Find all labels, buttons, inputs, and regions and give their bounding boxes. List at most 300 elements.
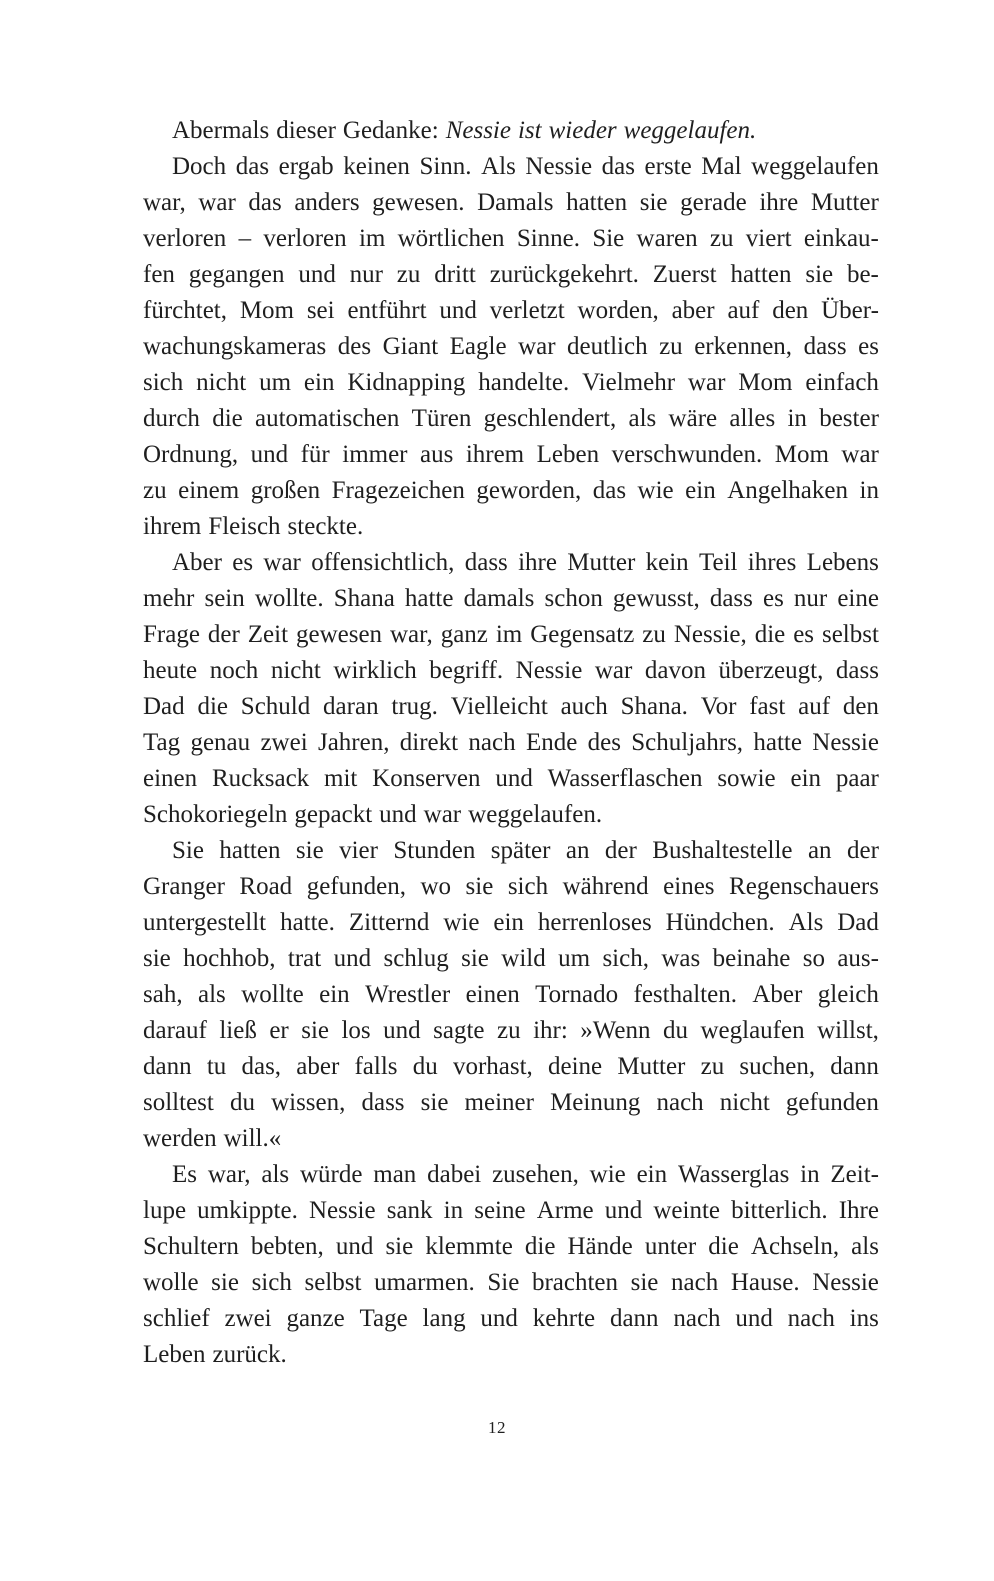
text-line	[143, 329, 879, 365]
text-line	[143, 1265, 879, 1301]
word: Sinn.	[419, 153, 472, 180]
word: Dad	[837, 909, 879, 936]
word: Meinung	[550, 1089, 641, 1116]
word: war	[518, 333, 556, 360]
word: paar	[835, 765, 879, 792]
word: Granger	[143, 873, 225, 900]
word: herrenloses	[537, 909, 652, 936]
word: gleich	[817, 981, 879, 1008]
word: Tornado	[535, 981, 619, 1008]
word: es	[232, 549, 254, 576]
word: trug.	[391, 693, 438, 720]
word: ließ	[219, 1017, 257, 1044]
word: Shana.	[620, 693, 688, 720]
word: einem	[178, 477, 240, 504]
word: wirklich	[333, 657, 417, 684]
word: sich	[143, 369, 184, 396]
text-line	[143, 1301, 879, 1337]
word: und	[250, 441, 289, 468]
word: Zuerst	[652, 261, 717, 288]
word: Stunden	[393, 837, 476, 864]
word: Wasserflaschen	[547, 765, 703, 792]
word: sich	[507, 873, 549, 900]
word: dabei	[427, 1161, 482, 1188]
word: die	[708, 1233, 739, 1260]
word: Zitternd	[348, 909, 430, 936]
word: ein	[319, 981, 350, 1008]
word: als	[198, 981, 226, 1008]
word: heute	[143, 657, 198, 684]
word: festhalten.	[633, 981, 737, 1008]
word: ihres	[747, 549, 797, 576]
word: gefunden	[785, 1089, 879, 1116]
word: war,	[207, 1161, 251, 1188]
word: in	[787, 405, 807, 432]
word: eine	[837, 585, 879, 612]
word: an	[807, 837, 832, 864]
word: Ende	[525, 729, 578, 756]
word: seine	[474, 1197, 526, 1224]
word: Fleisch	[208, 513, 281, 540]
word: das	[601, 153, 635, 180]
word: du	[229, 1089, 255, 1116]
word: ein	[303, 369, 335, 396]
word: Doch	[172, 153, 227, 180]
word: um	[259, 369, 292, 396]
word: würde	[299, 1161, 363, 1188]
word: nicht	[270, 657, 321, 684]
word: war,	[390, 621, 433, 648]
word: suchen,	[739, 1053, 816, 1080]
word: wolle	[143, 1269, 199, 1296]
word: du	[662, 1017, 688, 1044]
word: als	[628, 405, 657, 432]
word: automatischen	[255, 405, 400, 432]
word: Mutter	[810, 189, 879, 216]
word: wachungskameras	[143, 333, 327, 360]
word: und	[379, 801, 417, 828]
word: Über-	[821, 297, 879, 324]
word: ganze	[286, 1305, 345, 1332]
word: Nessie	[812, 1269, 879, 1296]
word: Gedanke:	[342, 117, 439, 144]
word: Mom	[239, 297, 294, 324]
word: ein	[636, 1161, 668, 1188]
text-line	[143, 1157, 879, 1193]
word: nicht	[719, 1089, 770, 1116]
word: ihre	[759, 189, 799, 216]
word: Hause.	[730, 1269, 800, 1296]
word: steckte.	[287, 513, 364, 540]
word: einkau-	[803, 225, 879, 252]
body-text	[143, 113, 879, 1373]
word: umarmen.	[374, 1269, 475, 1296]
word: wörtlichen	[397, 225, 505, 252]
word: Zeit-	[830, 1161, 879, 1188]
word: wissen,	[271, 1089, 346, 1116]
word: Vor	[700, 693, 737, 720]
word: und	[495, 765, 533, 792]
text-line	[143, 1337, 879, 1373]
word: be-	[846, 261, 879, 288]
word: der	[207, 621, 240, 648]
word: sagte	[433, 1017, 485, 1044]
word: die	[197, 693, 228, 720]
word: dieser	[276, 117, 336, 144]
word: handelte.	[478, 369, 570, 396]
word: damals	[463, 585, 535, 612]
word: verloren	[143, 225, 227, 252]
word: war	[263, 549, 301, 576]
word: zu	[143, 477, 167, 504]
text-line	[143, 257, 879, 293]
word: ihre	[518, 549, 557, 576]
word: sie	[385, 1233, 414, 1260]
word: Hündchen.	[665, 909, 775, 936]
word: ihrem	[143, 513, 202, 540]
word: im	[495, 621, 523, 648]
word: und	[333, 945, 372, 972]
word: kein	[645, 549, 689, 576]
word: zwei	[260, 729, 308, 756]
word: dass	[464, 549, 508, 576]
word: nach	[787, 1305, 835, 1332]
word: dann	[830, 1053, 879, 1080]
word: dann	[609, 1305, 659, 1332]
word: es	[793, 621, 815, 648]
word: und	[335, 1233, 374, 1260]
word: zusehen,	[492, 1161, 579, 1188]
word: Aber	[752, 981, 803, 1008]
word: das,	[241, 1053, 282, 1080]
word: eines	[663, 873, 715, 900]
word: sich,	[602, 945, 649, 972]
text-line	[143, 797, 879, 833]
text-line	[143, 1085, 879, 1121]
word: aus	[420, 441, 454, 468]
word: wild	[501, 945, 546, 972]
word: Hände	[567, 1233, 633, 1260]
word: nach	[671, 1269, 719, 1296]
emphasized-word: ist	[517, 117, 542, 144]
word: zu	[642, 621, 666, 648]
word: Lebens	[806, 549, 879, 576]
word: Sie	[487, 1269, 520, 1296]
word: davon	[644, 657, 706, 684]
word: sank	[386, 1197, 433, 1224]
word: die	[754, 621, 786, 648]
word: fürchtet,	[143, 297, 227, 324]
word: sie	[465, 873, 494, 900]
word: Arme	[536, 1197, 594, 1224]
word: weglaufen	[700, 1017, 805, 1044]
word: auf	[727, 297, 760, 324]
word: schlief	[143, 1305, 210, 1332]
word: Als	[788, 909, 824, 936]
word: Angelhaken	[727, 477, 848, 504]
word: Regenschauers	[729, 873, 879, 900]
word: gegangen	[188, 261, 285, 288]
text-line	[143, 941, 879, 977]
word: sie	[461, 945, 489, 972]
word: Sinne.	[516, 225, 581, 252]
text-line	[143, 833, 879, 869]
word: Tage	[359, 1305, 408, 1332]
word: war,	[143, 189, 186, 216]
word: einen	[465, 981, 520, 1008]
text-line	[143, 545, 879, 581]
word: gewesen	[295, 621, 383, 648]
word: und	[604, 1197, 643, 1224]
word: Aber	[172, 549, 222, 576]
word: ins	[849, 1305, 879, 1332]
word: dass	[361, 1089, 405, 1116]
word: wie	[589, 1161, 626, 1188]
word: offensichtlich,	[311, 549, 455, 576]
word: mit	[324, 765, 358, 792]
word: ganz	[440, 621, 488, 648]
word: beinahe	[712, 945, 791, 972]
word: als	[261, 1161, 290, 1188]
word: selbst	[304, 1269, 362, 1296]
word: Als	[481, 153, 516, 180]
word: sein	[204, 585, 245, 612]
word: mehr	[143, 585, 195, 612]
word: Mutter	[617, 1053, 686, 1080]
word: gerade	[680, 189, 747, 216]
word: einfach	[805, 369, 879, 396]
word: den	[842, 693, 879, 720]
word: falls	[354, 1053, 398, 1080]
word: sie	[639, 189, 668, 216]
text-line	[143, 905, 879, 941]
word: genau	[190, 729, 251, 756]
word: dass	[835, 657, 879, 684]
word: solltest	[143, 1089, 214, 1116]
word: war	[841, 441, 879, 468]
word: –	[238, 225, 252, 252]
word: sich	[251, 1269, 292, 1296]
word: sie	[805, 261, 834, 288]
word: Wrestler	[365, 981, 451, 1008]
word: gefunden,	[306, 873, 406, 900]
word: gewusst,	[612, 585, 700, 612]
word: worden,	[577, 297, 659, 324]
word: bitterlich.	[731, 1197, 828, 1224]
text-line	[143, 113, 879, 149]
word: ein	[790, 765, 822, 792]
word: umkippte.	[197, 1197, 298, 1224]
word: waren	[636, 225, 698, 252]
text-line	[143, 293, 879, 329]
word: viert	[745, 225, 792, 252]
word: nur	[349, 261, 383, 288]
text-line	[143, 473, 879, 509]
word: trat	[287, 945, 322, 972]
word: die	[524, 1233, 556, 1260]
word: das	[592, 477, 627, 504]
word: war	[594, 657, 633, 684]
text-line	[143, 977, 879, 1013]
word: dass	[709, 585, 753, 612]
word: weggelaufen.	[468, 801, 603, 828]
word: in	[800, 1161, 820, 1188]
word: es	[762, 585, 784, 612]
word: als	[851, 1233, 879, 1260]
word: und	[298, 261, 336, 288]
word: auch	[560, 693, 608, 720]
word: »Wenn	[580, 1017, 651, 1044]
word: begriff.	[429, 657, 504, 684]
word: Rucksack	[211, 765, 310, 792]
word: unter	[644, 1233, 697, 1260]
word: nach	[656, 1089, 704, 1116]
word: während	[562, 873, 649, 900]
word: lupe	[143, 1197, 187, 1224]
word: in	[859, 477, 879, 504]
word: Vielmehr	[582, 369, 676, 396]
word: zu	[709, 225, 734, 252]
word: Kidnapping	[347, 369, 466, 396]
word: zwei	[224, 1305, 272, 1332]
word: Tag	[143, 729, 181, 756]
word: hatte	[753, 729, 802, 756]
word: ihrem	[465, 441, 525, 468]
word: bebten,	[250, 1233, 324, 1260]
word: aus-	[837, 945, 879, 972]
word: verletzt	[489, 297, 565, 324]
word: hochhob,	[183, 945, 276, 972]
word: und	[480, 1305, 518, 1332]
word: Türen	[411, 405, 472, 432]
word: und	[439, 297, 477, 324]
word: Eagle	[449, 333, 507, 360]
word: bester	[819, 405, 879, 432]
word: darauf	[143, 1017, 207, 1044]
word: Mom	[738, 369, 793, 396]
word: Schultern	[143, 1233, 239, 1260]
word: schlug	[383, 945, 449, 972]
word: erkennen,	[694, 333, 793, 360]
word: für	[300, 441, 330, 468]
word: Schuld	[240, 693, 311, 720]
word: zu	[659, 333, 683, 360]
word: werden	[143, 1125, 217, 1152]
word: Abermals	[172, 117, 270, 144]
text-line	[143, 1121, 879, 1157]
word: vier	[339, 837, 378, 864]
word: deine	[548, 1053, 603, 1080]
text-line	[143, 401, 879, 437]
word: Nessie,	[673, 621, 747, 648]
word: dann	[143, 1053, 192, 1080]
word: Ordnung,	[143, 441, 239, 468]
word: Gegensatz	[530, 621, 635, 648]
word: weggelaufen	[751, 153, 879, 180]
word: des	[337, 333, 372, 360]
word: nicht	[196, 369, 247, 396]
text-line	[143, 1013, 879, 1049]
word: geworden,	[476, 477, 582, 504]
word: Leben	[143, 1341, 206, 1368]
word: Nessie	[515, 657, 583, 684]
word: Zeit	[247, 621, 289, 648]
word: zurückgekehrt.	[489, 261, 639, 288]
word: wollte	[241, 981, 304, 1008]
word: einen	[143, 765, 198, 792]
word: du	[412, 1053, 438, 1080]
word: willst,	[817, 1017, 879, 1044]
word: nach	[673, 1305, 721, 1332]
word: Bushaltestelle	[652, 837, 793, 864]
word: den	[772, 297, 809, 324]
word: verschwunden.	[611, 441, 763, 468]
word: daran	[323, 693, 379, 720]
word: Frage	[143, 621, 200, 648]
word: hatten	[730, 261, 792, 288]
word: Konserven	[372, 765, 481, 792]
text-line	[143, 1049, 879, 1085]
word: Wasserglas	[677, 1161, 790, 1188]
word: Dad	[143, 693, 185, 720]
word: Schokoriegeln	[143, 801, 288, 828]
word: keinen	[343, 153, 410, 180]
word: Mutter	[567, 549, 636, 576]
word: aber	[671, 297, 715, 324]
word: brachten	[531, 1269, 618, 1296]
word: dritt	[434, 261, 476, 288]
text-line	[143, 869, 879, 905]
word: Teil	[698, 549, 738, 576]
word: zurück.	[212, 1341, 287, 1368]
word: Mom	[774, 441, 829, 468]
word: entführt	[347, 297, 427, 324]
text-line	[143, 689, 879, 725]
text-line	[143, 221, 879, 257]
word: Mal	[701, 153, 742, 180]
text-line	[143, 185, 879, 221]
word: überzeugt,	[718, 657, 824, 684]
word: anders	[294, 189, 360, 216]
word: Road	[239, 873, 293, 900]
word: erste	[644, 153, 692, 180]
word: großen	[250, 477, 321, 504]
word: war	[423, 801, 462, 828]
text-line	[143, 653, 879, 689]
word: Shana	[333, 585, 395, 612]
word: Achseln,	[750, 1233, 840, 1260]
text-line	[143, 725, 879, 761]
word: sie	[420, 1089, 449, 1116]
word: fast	[749, 693, 786, 720]
word: Damals	[477, 189, 554, 216]
word: hatten	[566, 189, 628, 216]
word: ein	[685, 477, 716, 504]
word: sie	[630, 1269, 659, 1296]
word: lang	[422, 1305, 466, 1332]
word: weinte	[653, 1197, 720, 1224]
word: an	[565, 837, 590, 864]
word: sei	[306, 297, 335, 324]
word: sie	[301, 1017, 329, 1044]
word: aber	[296, 1053, 340, 1080]
word: Sie	[592, 225, 625, 252]
word: Schuljahrs,	[631, 729, 744, 756]
word: Es	[172, 1161, 197, 1188]
text-line	[143, 149, 879, 185]
word: ihr:	[533, 1017, 568, 1044]
word: Nessie	[525, 153, 593, 180]
